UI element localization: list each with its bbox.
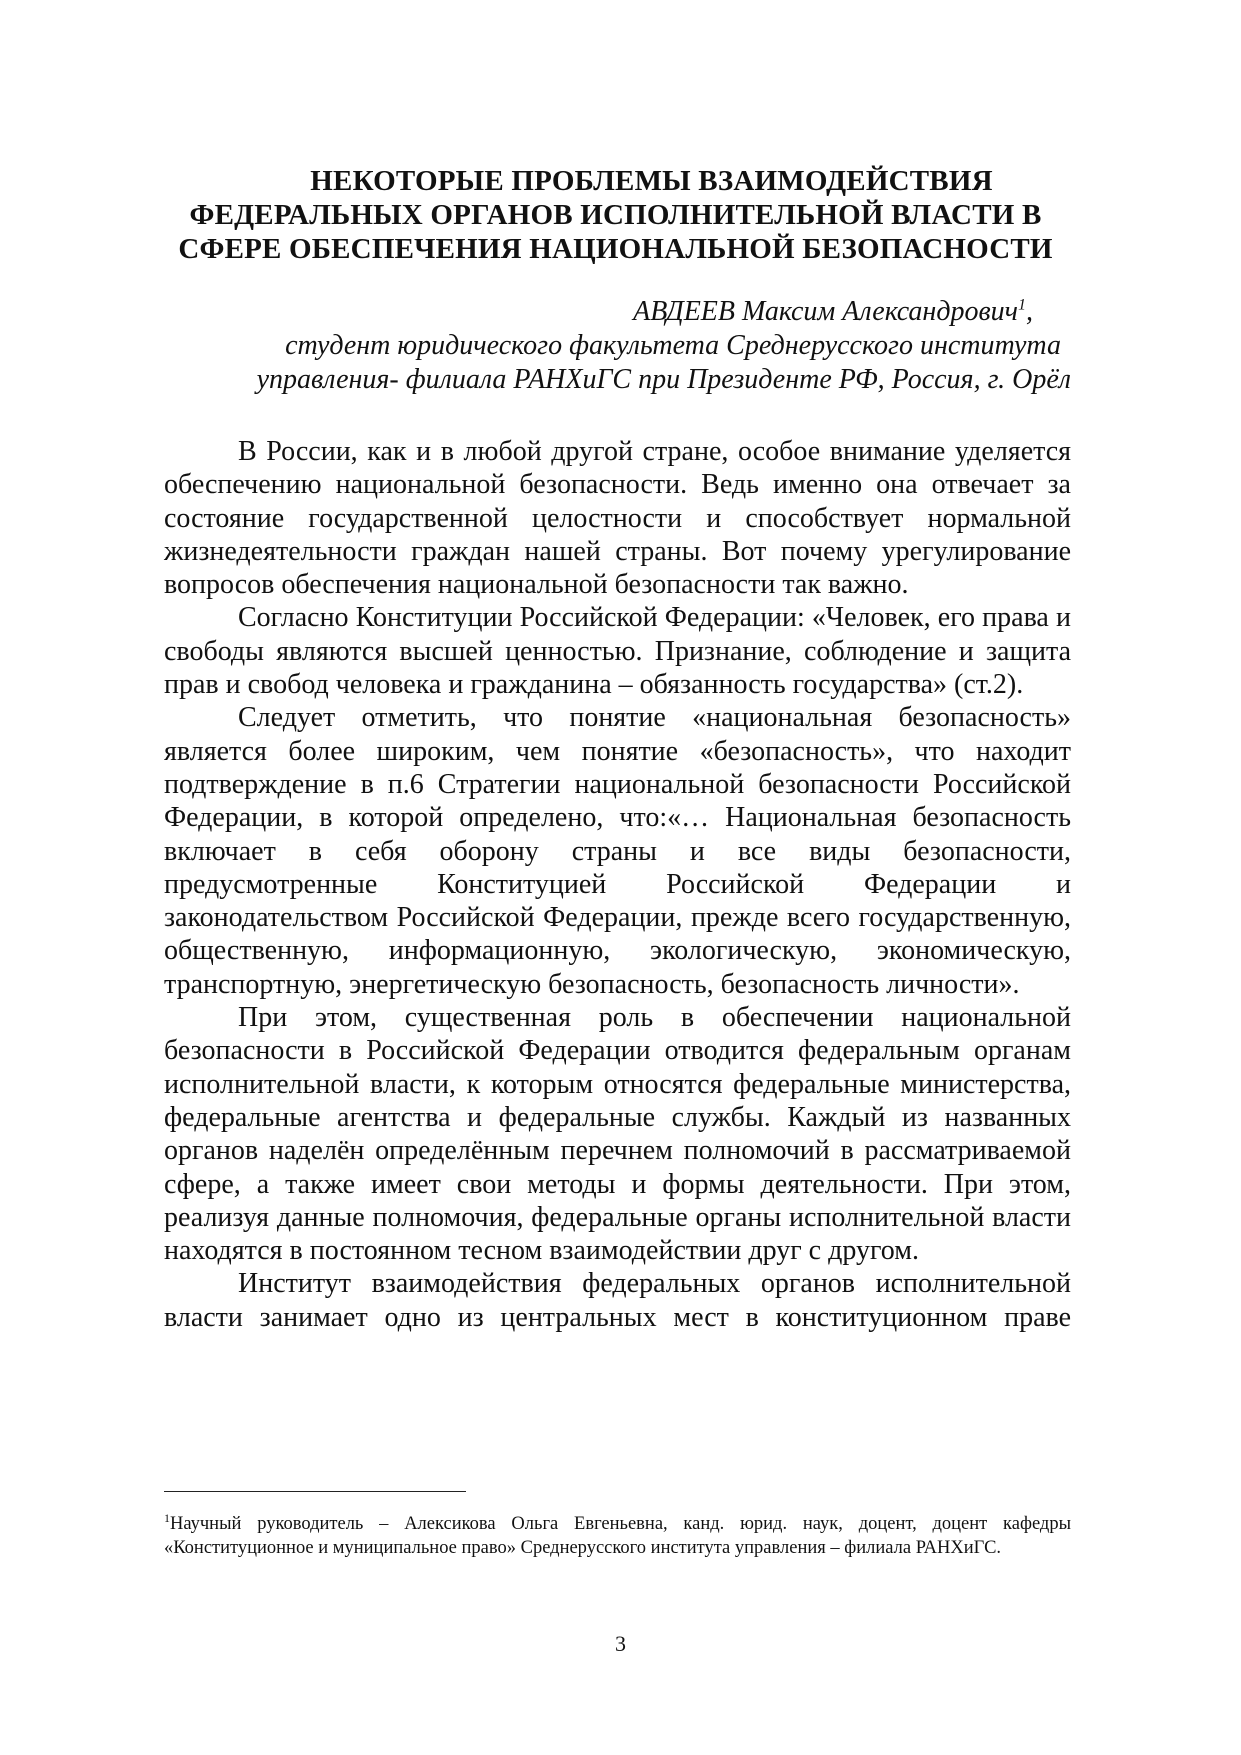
author-footnote-mark: 1 bbox=[1018, 296, 1026, 314]
title-line-2: ФЕДЕРАЛЬНЫХ ОРГАНОВ ИСПОЛНИТЕЛЬНОЙ ВЛАСТИ В bbox=[189, 199, 1042, 231]
body-paragraph: Следует отметить, что понятие «национальная безопасность» является более широким, чем понятие «безопасность», что находит подтверждение в п.6 Стратегии национальной безопасности Российской Федерации, в которой определено, что:«… Национальная безопасность включает в себя оборону страны и все виды безопасности, предусмотренные Конституцией Российской Федерации и законодательством Российской Федерации, прежде всего государственную, общественную, информационную, экологическую, экономическую, транспортную, энергетическую безопасность, безопасность личности». bbox=[164, 702, 1071, 1000]
footnote-separator bbox=[164, 1491, 466, 1492]
author-affiliation-line-1: студент юридического факультета Среднерусского института bbox=[285, 330, 1061, 361]
title-line-1: НЕКОТОРЫЕ ПРОБЛЕМЫ ВЗАИМОДЕЙСТВИЯ bbox=[310, 165, 993, 197]
author-name: АВДЕЕВ Максим Александрович bbox=[633, 296, 1018, 327]
author-name-suffix: , bbox=[1026, 296, 1033, 327]
author-block bbox=[111, 295, 1071, 397]
title-line-3: СФЕРЕ ОБЕСПЕЧЕНИЯ НАЦИОНАЛЬНОЙ БЕЗОПАСНОСТИ bbox=[178, 233, 1053, 265]
author-affiliation-line-2: управления- филиала РАНХиГС при Президенте РФ, Россия, г. Орёл bbox=[256, 364, 1071, 395]
body-paragraph: Согласно Конституции Российской Федерации: «Человек, его права и свободы являются высшей ценностью. Признание, соблюдение и защита прав и свобод человека и гражданина – обязанность государства» (ст.2). bbox=[164, 602, 1071, 701]
article-title bbox=[150, 164, 1081, 266]
body-paragraph: При этом, существенная роль в обеспечении национальной безопасности в Российской Федерации отводится федеральным органам исполнительной власти, к которым относятся федеральные министерства, федеральные агентства и федеральные службы. Каждый из названных органов наделён определённым перечнем полномочий в рассматриваемой сфере, а также имеет свои методы и формы деятельности. При этом, реализуя данные полномочия, федеральные органы исполнительной власти находятся в постоянном тесном взаимодействии друг с другом. bbox=[164, 1002, 1071, 1267]
body-paragraph: Институт взаимодействия федеральных органов исполнительной власти занимает одно из центральных мест в конституционном праве bbox=[164, 1268, 1071, 1333]
page-number: 3 bbox=[615, 1631, 626, 1656]
author-name-line bbox=[111, 295, 1071, 329]
footnote-mark: 1 bbox=[164, 1510, 170, 1525]
article-body bbox=[164, 435, 1071, 1334]
footnote bbox=[164, 1512, 1071, 1560]
body-paragraph: В России, как и в любой другой стране, особое внимание уделяется обеспечению национальной безопасности. Ведь именно она отвечает за состояние государственной целостности и способствует нормальной жизнедеятельности граждан нашей страны. Вот почему урегулирование вопросов обеспечения национальной безопасности так важно. bbox=[164, 436, 1071, 601]
footnote-text: Научный руководитель – Алексикова Ольга Евгеньевна, канд. юрид. наук, доцент, доцент кафедры «Конституционное и муниципальное право» Среднерусского института управления – филиала РАНХиГС. bbox=[164, 1514, 1071, 1558]
